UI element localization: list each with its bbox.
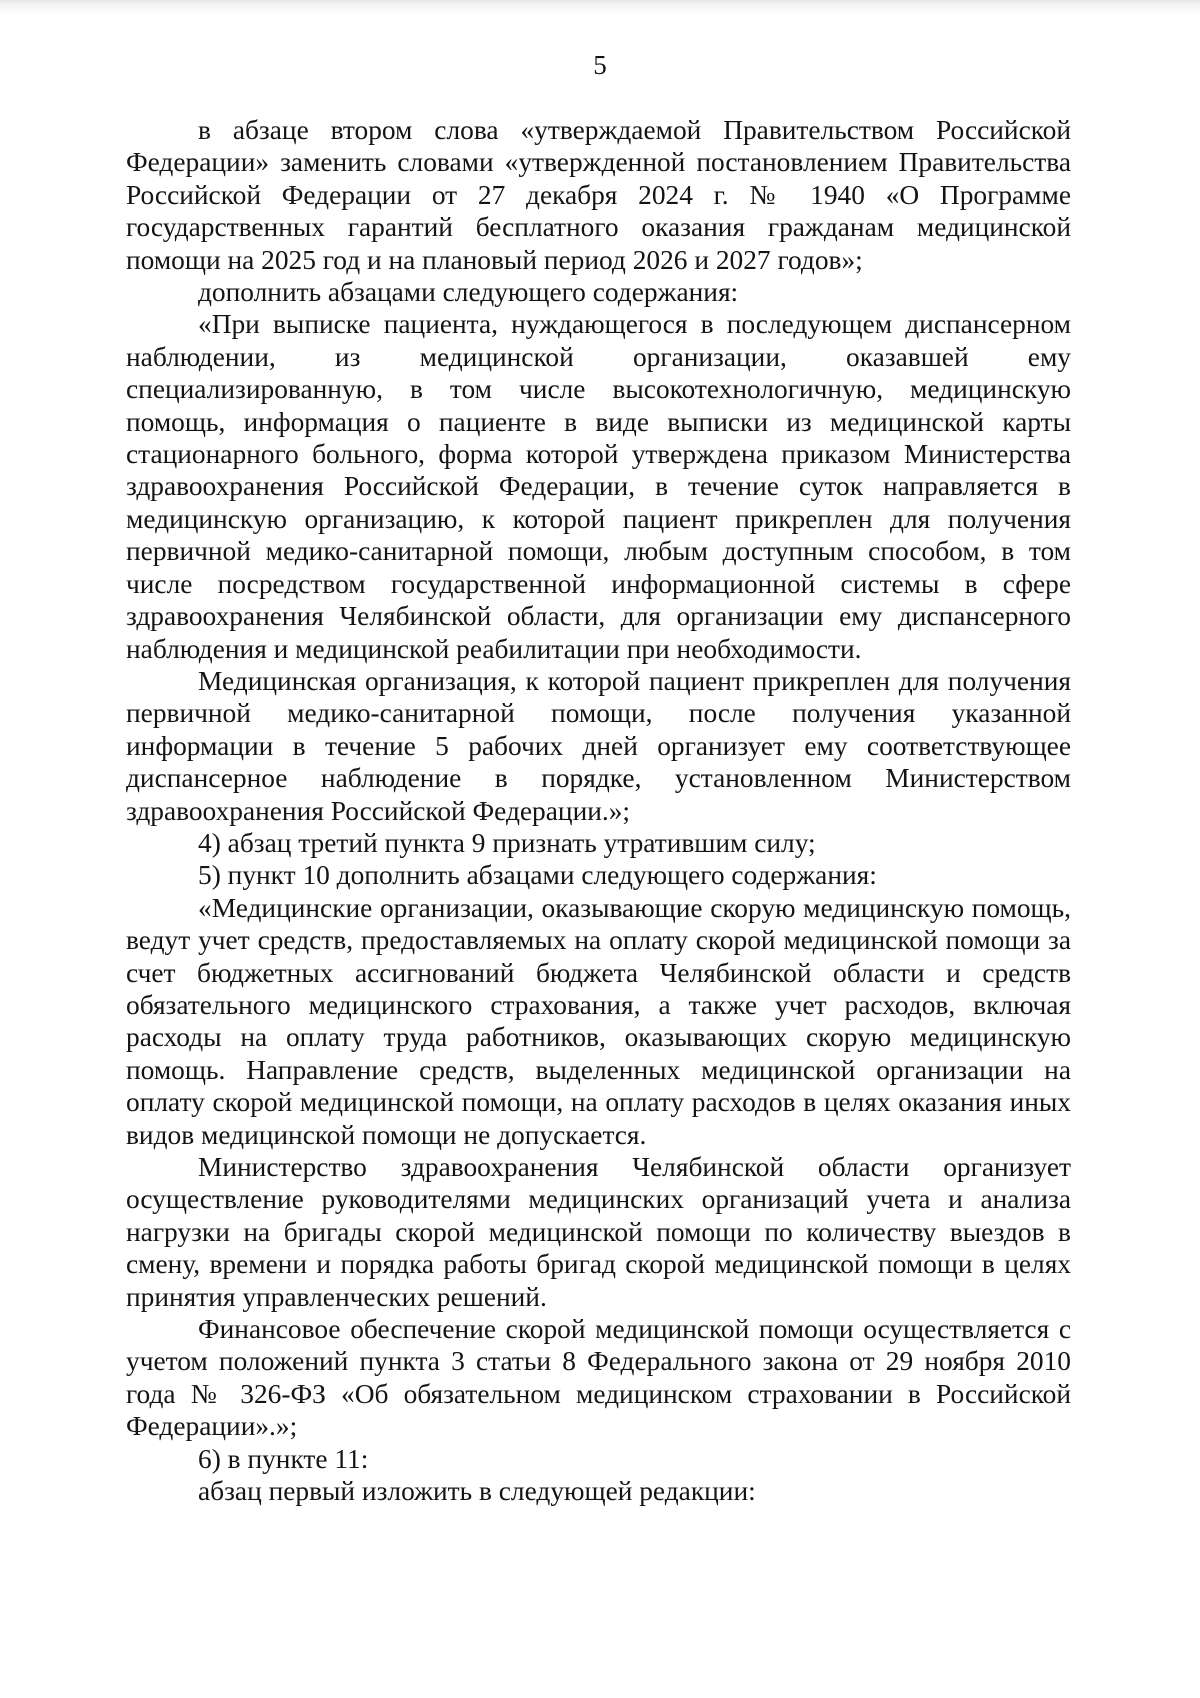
paragraph-financing: Финансовое обеспечение скорой медицинской помощи осуществляется с учетом положений пункта 3 статьи 8 Федерального закона от 29 ноября 2010 года № 326-ФЗ «Об обязательном медицинском страховании в Российской Федерации».»; <box>126 1314 1071 1442</box>
page-number: 5 <box>593 50 607 80</box>
paragraph-ministry-analysis: Министерство здравоохранения Челябинской области организует осуществление руководителями медицинских организаций учета и анализа нагрузки на бригады скорой медицинской помощи по количеству выездов в смену, времени и порядка работы бригад скорой медицинской помощи в целях принятия управленческих решений. <box>126 1152 1071 1312</box>
scan-top-edge <box>0 0 1200 14</box>
paragraph-item-5: 5) пункт 10 дополнить абзацами следующего содержания: <box>198 860 877 891</box>
paragraph-add-abzacy-intro: дополнить абзацами следующего содержания: <box>198 277 739 308</box>
paragraph-dispensary-observation: Медицинская организация, к которой пациент прикреплен для получения первичной медико-санитарной помощи, после получения указанной информации в течение 5 рабочих дней организует ему соответствующее диспансерное наблюдение в порядке, установленном Министерством здравоохранения Российской Федерации.»; <box>126 665 1071 826</box>
paragraph-amend-abzac-2: в абзаце втором слова «утверждаемой Правительством Российской Федерации» заменить словами «утвержденной постановлением Правительства Российской Федерации от 27 декабря 2024 г. № 1940 «О Программе государственных гарантий бесплатного оказания гражданам медицинской помощи на 2025 год и на плановый период 2026 и 2027 годов»; <box>126 115 1071 275</box>
document-body <box>126 114 1071 1507</box>
paragraph-discharge-info: «При выписке пациента, нуждающегося в последующем диспансерном наблюдении, из медицинской организации, оказавшей ему специализированную, в том числе высокотехнологичную, медицинскую помощь, информация о пациенте в виде выписки из медицинской карты стационарного больного, форма которой утверждена приказом Министерства здравоохранения Российской Федерации, в течение суток направляется в медицинскую организацию, к которой пациент прикреплен для получения первичной медико-санитарной помощи, любым доступным способом, в том числе посредством государственной информационной системы в сфере здравоохранения Челябинской области, для организации ему диспансерного наблюдения и медицинской реабилитации при необходимости. <box>126 309 1071 664</box>
paragraph-ambulance-accounting: «Медицинские организации, оказывающие скорую медицинскую помощь, ведут учет средств, предоставляемых на оплату скорой медицинской помощи за счет бюджетных ассигнований бюджета Челябинской области и средств обязательного медицинского страхования, а также учет расходов, включая расходы на оплату труда работников, оказывающих скорую медицинскую помощь. Направление средств, выделенных медицинской организации на оплату скорой медицинской помощи, на оплату расходов в целях оказания иных видов медицинской помощи не допускается. <box>126 892 1071 1150</box>
paragraph-item-4: 4) абзац третий пункта 9 признать утратившим силу; <box>198 827 816 858</box>
paragraph-item-6: 6) в пункте 11: <box>198 1443 369 1474</box>
paragraph-abzac-1-new-edition: абзац первый изложить в следующей редакции: <box>198 1476 756 1507</box>
